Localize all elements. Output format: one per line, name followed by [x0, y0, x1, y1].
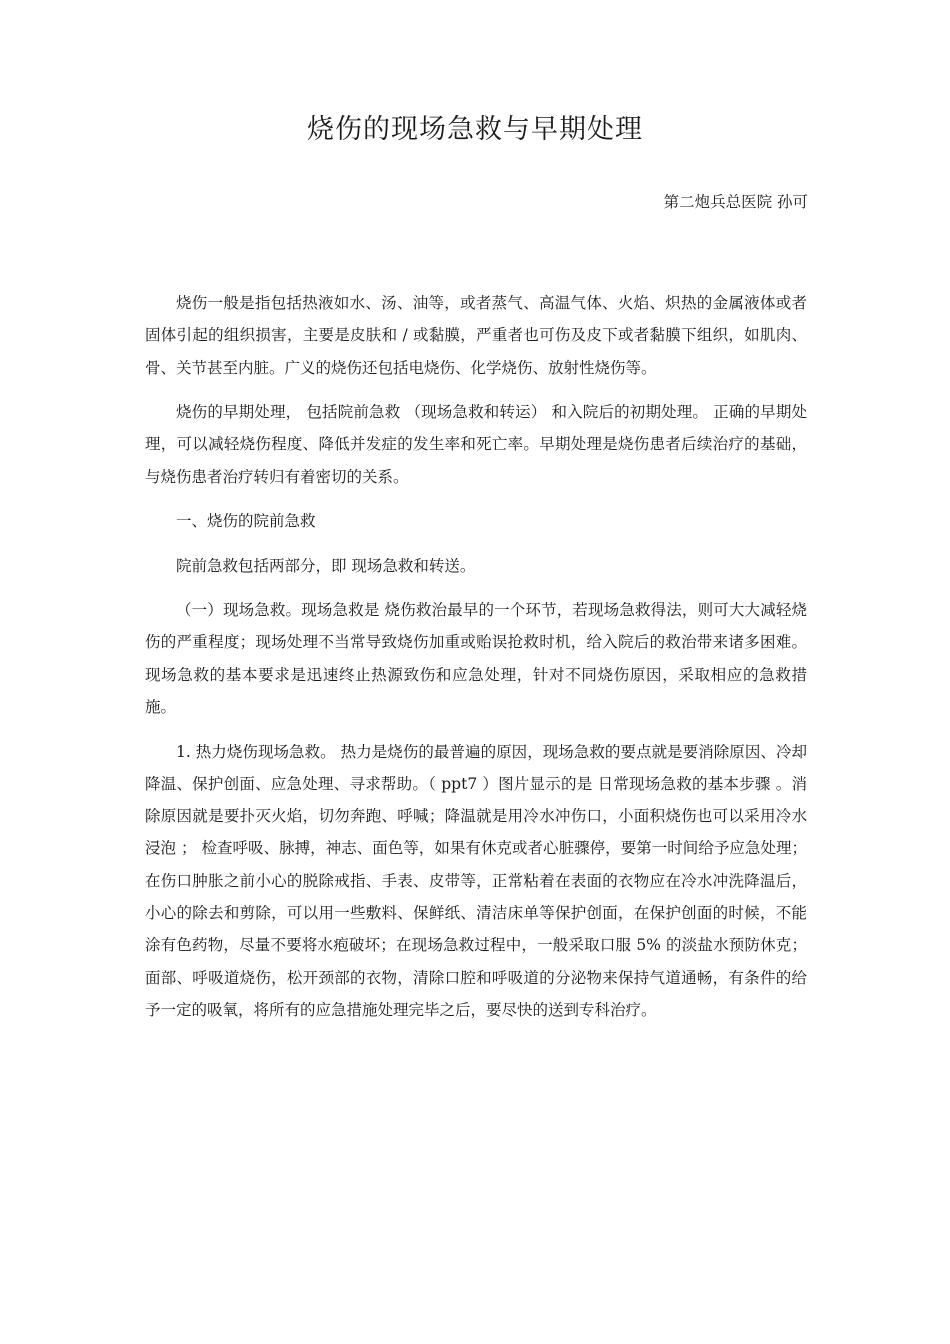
paragraph-prehospital-parts: 院前急救包括两部分，即 现场急救和转送。 [176, 556, 476, 575]
paragraph-early-treatment: 烧伤的早期处理， 包括院前急救 （现场急救和转运） 和入院后的初期处理。 正确的早期处理，可以减轻烧伤程度、降低并发症的发生率和死亡率。早期处理是烧伤患者后续治疗的基础，与烧伤患者治疗转归有着密切的关系。 [145, 403, 807, 486]
paragraph-onsite-first-aid: （一）现场急救。现场急救是 烧伤救治最早的一个环节，若现场急救得法，则可大大减轻烧伤的严重程度；现场处理不当常导致烧伤加重或贻误抢救时机，给入院后的救治带来诸多困难。现场急救的基本要求是迅速终止热源致伤和应急处理，针对不同烧伤原因，采取相应的急救措施。 [145, 601, 807, 717]
author-line: 第二炮兵总医院 孙可 [663, 193, 808, 211]
paragraph-burn-definition: 烧伤一般是指包括热液如水、汤、油等，或者蒸气、高温气体、火焰、炽热的金属液体或者固体引起的组织损害，主要是皮肤和 / 或黏膜，严重者也可伤及皮下或者黏膜下组织，如肌肉、骨、关节甚至内脏。广义的烧伤还包括电烧伤、化学烧伤、放射性烧伤等。 [145, 294, 807, 377]
document-title: 烧伤的现场急救与早期处理 [307, 114, 643, 145]
document-body [145, 287, 807, 1038]
paragraph-thermal-burn-first-aid: 1. 热力烧伤现场急救。 热力是烧伤的最普遍的原因，现场急救的要点就是要消除原因、冷却降温、保护创面、应急处理、寻求帮助。（ ppt7 ）图片显示的是 日常现场急救的基本步骤 。消除原因就是要扑灭火焰，切勿奔跑、呼喊；降温就是用冷水冲伤口，小面积烧伤也可以采用冷水浸泡 ； 检查呼吸、脉搏，神志、面色等，如果有休克或者心脏骤停，要第一时间给予应急处理；在伤口肿胀之前小心的脱除戒指、手表、皮带等，正常粘着在表面的衣物应在冷水冲洗降温后，小心的除去和剪除，可以用一些敷料、保鲜纸、清洁床单等保护创面，在保护创面的时候，不能涂有色药物，尽量不要将水疱破坏；在现场急救过程中，一般采取口服 5% 的淡盐水预防休克；面部、呼吸道烧伤，松开颈部的衣物，清除口腔和呼吸道的分泌物来保持气道通畅，有条件的给予一定的吸氧，将所有的应急措施处理完毕之后，要尽快的送到专科治疗。 [145, 742, 807, 1019]
section-heading-prehospital: 一、烧伤的院前急救 [176, 512, 316, 531]
